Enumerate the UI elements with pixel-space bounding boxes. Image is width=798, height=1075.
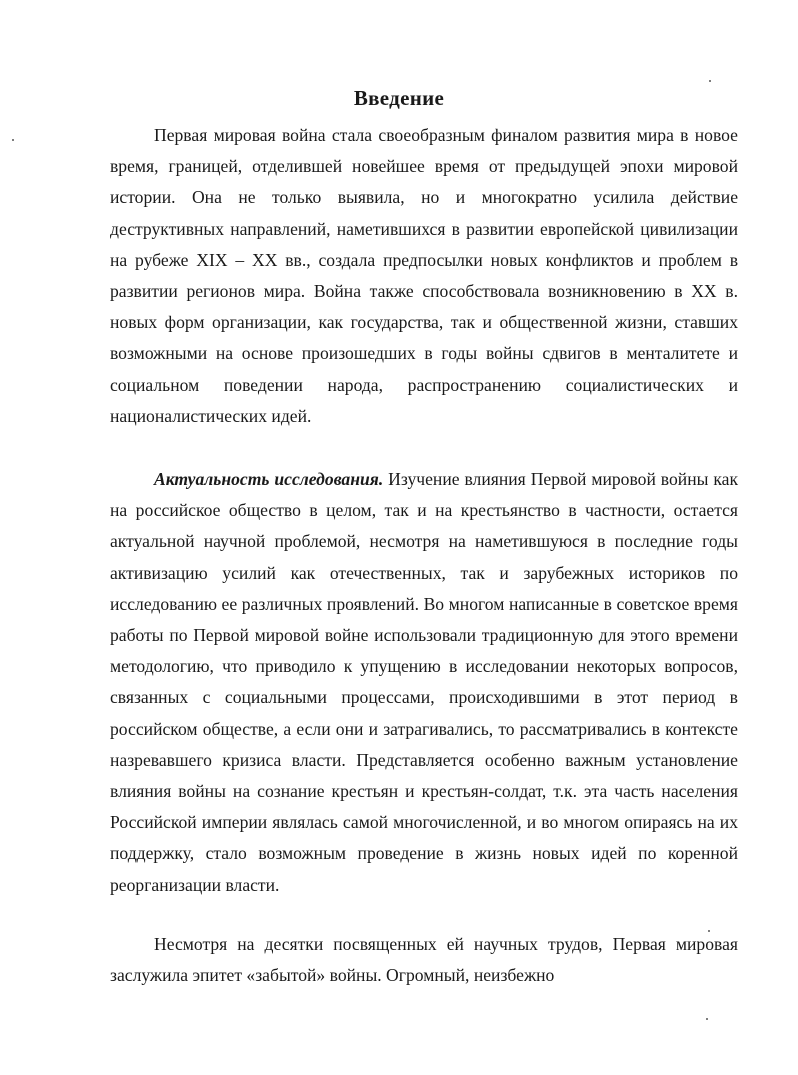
paragraph-forgotten-war xyxy=(110,929,738,991)
paragraph-body xyxy=(110,464,738,901)
scan-speck xyxy=(708,930,710,932)
paragraph-text: Первая мировая война стала своеобразным финалом развития мира в новое время, границей, отделившей новейшее время от предыдущей эпохи мировой истории. Она не только выявила, но и многократно усилила действие деструктивных направлений, наметившихся в развитии европейской цивилизации на рубеже XIX – XX вв., создала предпосылки новых конфликтов и проблем в развитии регионов мира. Война также способствовала возникновению в XX в. новых форм организации, как государства, так и общественной жизни, ставших возможными на основе произошедших в годы войны сдвигов в менталитете и социальном поведении народа, распространению социалистических и националистических идей. xyxy=(110,125,738,426)
paragraph-relevance xyxy=(110,464,738,901)
page-title: Введение xyxy=(353,86,445,110)
scan-speck xyxy=(709,80,711,82)
section-lead-heading: Актуальность исследования. xyxy=(154,469,384,489)
paragraph-text: Несмотря на десятки посвященных ей научных трудов, Первая мировая заслужила эпитет «забытой» войны. Огромный, неизбежно xyxy=(110,934,738,986)
scan-speck xyxy=(706,1018,708,1020)
paragraph-text: Изучение влияния Первой мировой войны как на российское общество в целом, так и на крестьянство в частности, остается актуальной научной проблемой, несмотря на наметившуюся в последние годы активизацию усилий как отечественных, так и зарубежных историков по исследованию ее различных проявлений. Во многом написанные в советское время работы по Первой мировой войне использовали традиционную для этого времени методологию, что приводило к упущению в исследовании некоторых вопросов, связанных с социальными процессами, происходившими в этот период в российском обществе, а если они и затрагивались, то рассматривались в контексте назревавшего кризиса власти. Представляется особенно важным установление влияния войны на сознание крестьян и крестьян-солдат, т.к. эта часть населения Российской империи являлась самой многочисленной, и во многом опираясь на их поддержку, стало возможным проведение в жизнь новых идей по коренной реорганизации власти. xyxy=(110,469,738,895)
paragraph-introduction xyxy=(110,120,738,432)
scan-speck xyxy=(12,139,14,141)
